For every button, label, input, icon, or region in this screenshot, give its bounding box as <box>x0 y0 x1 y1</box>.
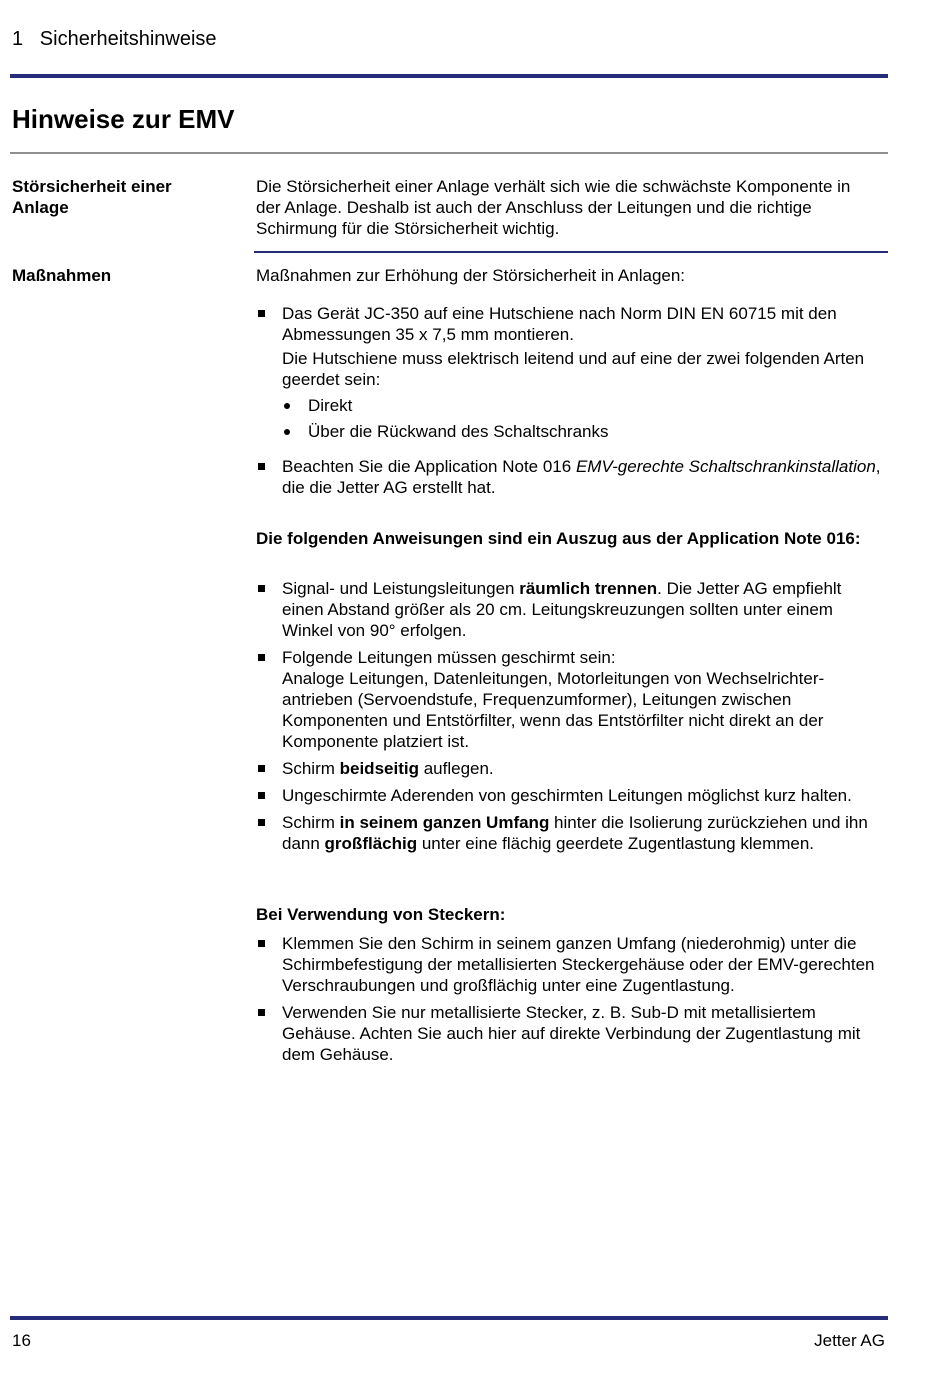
list-item <box>256 1002 881 1065</box>
list-item <box>256 456 881 498</box>
bullet-text: Verwenden Sie nur metallisierte Stecker, z. B. Sub-D mit metallisiertem Gehäuse. Achten Sie auch hier auf direkte Verbindung der Zugentlastung mit dem Gehäuse. <box>282 1003 861 1064</box>
plugs-list <box>256 933 881 1065</box>
bullet-emphasis: großflächig <box>324 834 418 853</box>
title-rule <box>10 152 888 154</box>
square-bullet-icon <box>258 1009 265 1016</box>
section-title: Hinweise zur EMV <box>12 104 235 134</box>
list-item <box>256 647 881 752</box>
note-title: EMV-gerechte Schaltschrankinstallation <box>575 457 876 476</box>
label-massnahmen: Maßnahmen <box>12 266 112 285</box>
square-bullet-icon <box>258 310 265 317</box>
bullet-text: auflegen. <box>418 759 494 778</box>
bullet-text: Analoge Leitungen, Datenleitungen, Motorleitungen von Wechselrichter-antrieben (Servoendstufe, Frequenzumformer), Leitungen zwischen Komponenten und Entstörfilter, wenn das Entstörfilter nicht direkt an der Komponente platziert ist. <box>282 669 825 751</box>
excerpt-list <box>256 578 881 854</box>
bullet-text: hinter die Isolierung zurückziehen und ihn dann <box>282 813 868 853</box>
bullet-text: Schirm <box>282 759 340 778</box>
bullet-text: , die die Jetter AG erstellt hat. <box>282 457 881 497</box>
plugs-heading: Bei Verwendung von Steckern: <box>256 905 506 924</box>
bullet-emphasis: in seinem ganzen Umfang <box>339 813 550 832</box>
bullet-text: Beachten Sie die Application Note 016 <box>282 457 576 476</box>
bullet-text: Das Gerät JC-350 auf eine Hutschiene nach Norm DIN EN 60715 mit den Abmessungen 35 x 7,5 mm montieren. <box>282 304 837 344</box>
square-bullet-icon <box>258 585 265 592</box>
page-number: 16 <box>12 1331 31 1350</box>
list-item <box>256 812 881 854</box>
dot-text: Über die Rückwand des Schaltschranks <box>308 422 609 441</box>
label-stoersicherheit: Störsicherheit einer Anlage <box>12 177 172 217</box>
square-bullet-icon <box>258 819 265 826</box>
bullet-emphasis: beidseitig <box>339 759 419 778</box>
bullet-text: . Die Jetter AG empfiehlt einen Abstand größer als 20 cm. Leitungskreuzungen sollten unter einem Winkel von 90° erfolgen. <box>282 579 842 640</box>
footer-rule <box>10 1316 888 1320</box>
massnahmen-list <box>256 303 881 498</box>
bullet-text: Klemmen Sie den Schirm in seinem ganzen Umfang (niederohmig) unter die Schirmbefestigung der metallisierten Steckergehäuse oder der EMV-gerechten Verschraubungen und großflächig unter eine Zugentlastung. <box>282 934 875 995</box>
text-stoersicherheit: Die Störsicherheit einer Anlage verhält sich wie die schwächste Komponente in der Anlage. Deshalb ist auch der Anschluss der Leitungen und die richtige Schirmung für die Störsicherheit wichtig. <box>256 177 851 238</box>
footer-company: Jetter AG <box>814 1331 885 1350</box>
bullet-text: Signal- und Leistungsleitungen <box>282 579 520 598</box>
list-item <box>256 933 881 996</box>
list-item <box>256 785 881 806</box>
list-item <box>282 395 881 416</box>
square-bullet-icon <box>258 463 265 470</box>
dot-bullet-icon <box>284 429 290 435</box>
square-bullet-icon <box>258 654 265 661</box>
list-item <box>282 421 881 442</box>
bullet-text: Ungeschirmte Aderenden von geschirmten Leitungen möglichst kurz halten. <box>282 786 852 805</box>
dot-bullet-icon <box>284 403 290 409</box>
dot-text: Direkt <box>308 396 353 415</box>
square-bullet-icon <box>258 792 265 799</box>
excerpt-heading: Die folgenden Anweisungen sind ein Auszug aus der Application Note 016: <box>256 529 861 548</box>
bullet-text: Folgende Leitungen müssen geschirmt sein: <box>282 648 616 667</box>
header-rule <box>10 74 888 78</box>
list-item <box>256 303 881 442</box>
square-bullet-icon <box>258 765 265 772</box>
dot-list <box>282 395 881 442</box>
row-divider <box>254 251 888 253</box>
massnahmen-intro: Maßnahmen zur Erhöhung der Störsicherheit in Anlagen: <box>256 266 686 285</box>
square-bullet-icon <box>258 940 265 947</box>
list-item <box>256 578 881 641</box>
list-item <box>256 758 881 779</box>
bullet-emphasis: räumlich trennen <box>519 579 658 598</box>
bullet-text: unter eine flächig geerdete Zugentlastung klemmen. <box>417 834 815 853</box>
running-head: 1 Sicherheitshinweise <box>12 28 217 50</box>
bullet-subtext: Die Hutschiene muss elektrisch leitend und auf eine der zwei folgenden Arten geerdet sein: <box>282 349 865 389</box>
bullet-text: Schirm <box>282 813 340 832</box>
